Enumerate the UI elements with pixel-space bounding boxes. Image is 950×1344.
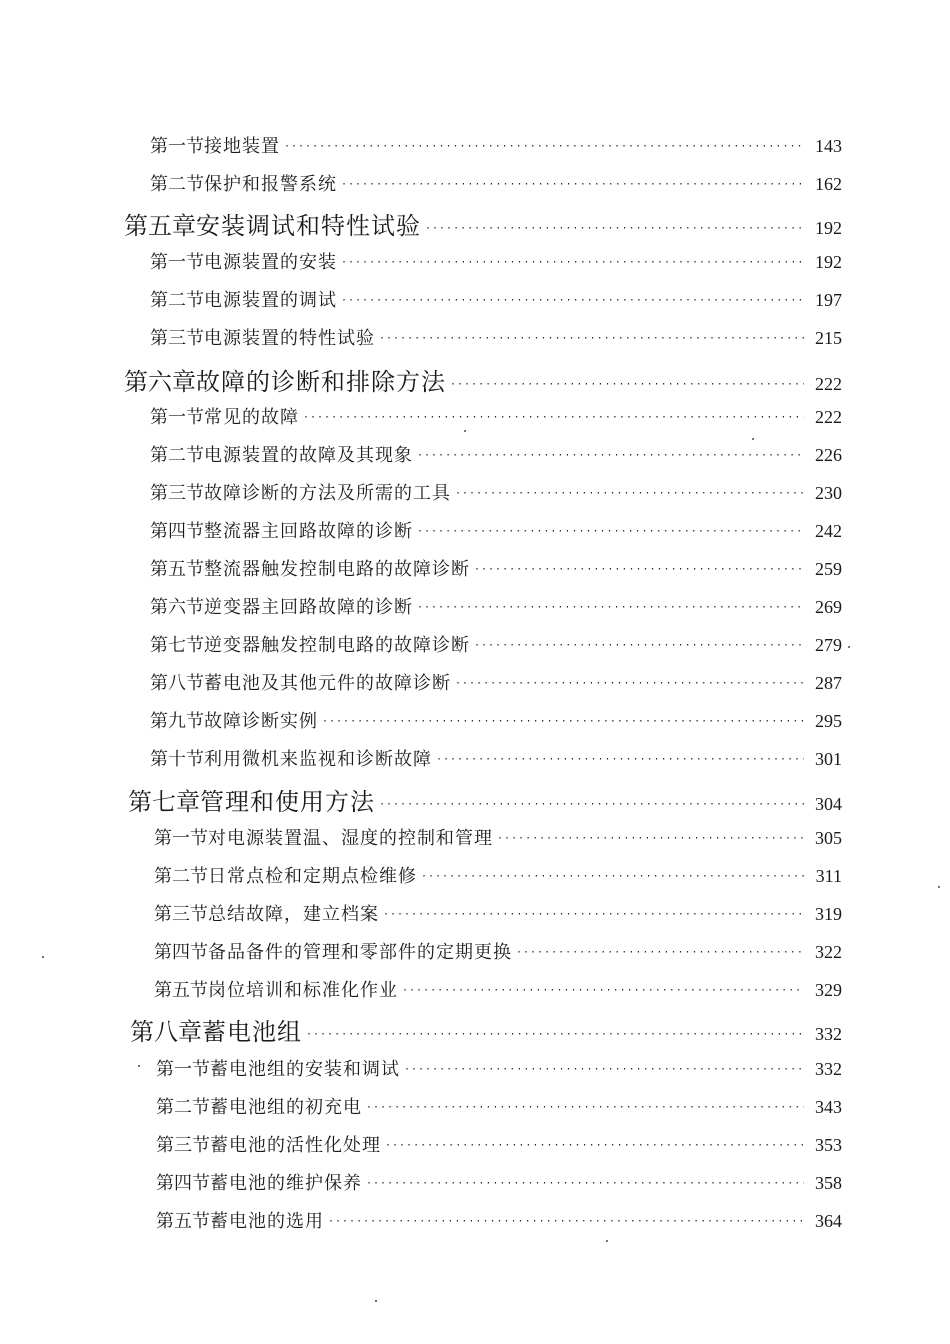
entry-page: 192 bbox=[815, 218, 842, 238]
dot-leader bbox=[417, 602, 804, 613]
entry-page: 197 bbox=[815, 290, 842, 310]
entry-number: 第一节 bbox=[150, 136, 204, 157]
entry-page: 162 bbox=[815, 174, 842, 194]
chapter-title: 安装调试和特性试验 bbox=[196, 212, 421, 240]
dot-leader bbox=[402, 985, 804, 996]
dot-leader bbox=[328, 1216, 804, 1227]
scan-speck bbox=[42, 956, 44, 958]
entry-number: 第六节 bbox=[150, 597, 204, 618]
entry-page: 305 bbox=[815, 828, 842, 848]
dot-leader bbox=[306, 1029, 804, 1040]
entry-title: 日常点检和定期点检维修 bbox=[208, 866, 417, 887]
dot-leader bbox=[404, 1064, 804, 1075]
toc-entry bbox=[150, 669, 842, 695]
entry-page: 322 bbox=[815, 942, 842, 962]
entry-title: 利用微机来监视和诊断故障 bbox=[204, 749, 432, 770]
entry-number: 第四节 bbox=[156, 1173, 210, 1194]
entry-page: 358 bbox=[815, 1173, 842, 1193]
entry-number: 第十节 bbox=[150, 749, 204, 770]
entry-title: 蓄电池的选用 bbox=[210, 1211, 324, 1232]
entry-number: 第一节 bbox=[154, 828, 208, 849]
dot-leader bbox=[341, 179, 804, 190]
toc-entry bbox=[150, 403, 842, 429]
entry-title: 电源装置的安装 bbox=[204, 252, 337, 273]
entry-title: 整流器主回路故障的诊断 bbox=[204, 521, 413, 542]
entry-page: 269 bbox=[815, 597, 842, 617]
scan-speck bbox=[375, 1300, 377, 1302]
entry-number: 第三节 bbox=[154, 904, 208, 925]
dot-leader bbox=[366, 1178, 804, 1189]
dot-leader bbox=[385, 1140, 804, 1151]
dot-leader bbox=[303, 412, 804, 423]
entry-title: 蓄电池的活性化处理 bbox=[210, 1135, 381, 1156]
entry-page: 332 bbox=[815, 1024, 842, 1044]
entry-number: 第四节 bbox=[154, 942, 208, 963]
toc-entry bbox=[154, 938, 842, 964]
toc-entry bbox=[150, 479, 842, 505]
dot-leader bbox=[379, 333, 804, 344]
entry-number: 第一节 bbox=[156, 1059, 210, 1080]
toc-chapter bbox=[128, 782, 842, 817]
dot-leader bbox=[436, 754, 804, 765]
dot-leader bbox=[474, 564, 804, 575]
toc-entry bbox=[154, 862, 842, 888]
chapter-title: 蓄电池组 bbox=[202, 1018, 302, 1046]
toc-entry bbox=[150, 745, 842, 771]
entry-title: 总结故障，建立档案 bbox=[208, 904, 379, 925]
dot-leader bbox=[450, 379, 804, 390]
entry-number: 第一节 bbox=[150, 252, 204, 273]
entry-number: 第一节 bbox=[150, 407, 204, 428]
dot-leader bbox=[322, 716, 804, 727]
dot-leader bbox=[455, 488, 804, 499]
toc-entry bbox=[154, 976, 842, 1002]
entry-number: 第八节 bbox=[150, 673, 204, 694]
entry-page: 304 bbox=[815, 794, 842, 814]
entry-title: 电源装置的故障及其现象 bbox=[204, 445, 413, 466]
dot-leader bbox=[474, 640, 804, 651]
entry-number: 第七节 bbox=[150, 635, 204, 656]
entry-title: 蓄电池及其他元件的故障诊断 bbox=[204, 673, 451, 694]
entry-title: 蓄电池的维护保养 bbox=[210, 1173, 362, 1194]
entry-number: 第三节 bbox=[150, 328, 204, 349]
toc-chapter bbox=[130, 1012, 842, 1047]
entry-number: 第四节 bbox=[150, 521, 204, 542]
dot-leader bbox=[341, 295, 804, 306]
dot-leader bbox=[417, 450, 804, 461]
toc-entry bbox=[150, 324, 842, 350]
entry-page: 332 bbox=[815, 1059, 842, 1079]
entry-title: 保护和报警系统 bbox=[204, 174, 337, 195]
entry-page: 222 bbox=[815, 374, 842, 394]
chapter-number: 第七章 bbox=[128, 788, 200, 816]
dot-leader bbox=[379, 799, 804, 810]
entry-page: 215 bbox=[815, 328, 842, 348]
toc-entry bbox=[150, 170, 842, 196]
entry-number: 第二节 bbox=[150, 290, 204, 311]
toc-entry bbox=[150, 286, 842, 312]
entry-title: 备品备件的管理和零部件的定期更换 bbox=[208, 942, 512, 963]
entry-title: 常见的故障 bbox=[204, 407, 299, 428]
toc-entry bbox=[150, 441, 842, 467]
entry-number: 第二节 bbox=[154, 866, 208, 887]
toc-entry bbox=[156, 1055, 842, 1081]
entry-number: 第五节 bbox=[150, 559, 204, 580]
entry-number: 第二节 bbox=[156, 1097, 210, 1118]
toc-entry bbox=[150, 517, 842, 543]
toc-entry bbox=[150, 631, 842, 657]
entry-number: 第五节 bbox=[156, 1211, 210, 1232]
scan-speck bbox=[138, 1065, 140, 1067]
entry-title: 故障诊断的方法及所需的工具 bbox=[204, 483, 451, 504]
chapter-number: 第八章 bbox=[130, 1018, 202, 1046]
entry-title: 电源装置的调试 bbox=[204, 290, 337, 311]
entry-page: 343 bbox=[815, 1097, 842, 1117]
toc-entry bbox=[156, 1131, 842, 1157]
entry-page: 364 bbox=[815, 1211, 842, 1231]
entry-title: 逆变器触发控制电路的故障诊断 bbox=[204, 635, 470, 656]
entry-page: 143 bbox=[815, 136, 842, 156]
dot-leader bbox=[366, 1102, 804, 1113]
toc-entry bbox=[154, 900, 842, 926]
toc-entry bbox=[150, 707, 842, 733]
entry-page: 353 bbox=[815, 1135, 842, 1155]
toc-entry bbox=[150, 593, 842, 619]
entry-number: 第三节 bbox=[150, 483, 204, 504]
scan-speck bbox=[938, 886, 940, 888]
toc-entry bbox=[156, 1093, 842, 1119]
dot-leader bbox=[425, 223, 804, 234]
entry-page: 192 bbox=[815, 252, 842, 272]
toc-entry bbox=[150, 555, 842, 581]
toc-entry bbox=[150, 248, 842, 274]
entry-title: 接地装置 bbox=[204, 136, 280, 157]
scan-speck bbox=[606, 1240, 608, 1242]
entry-title: 蓄电池组的安装和调试 bbox=[210, 1059, 400, 1080]
entry-page: 295 bbox=[815, 711, 842, 731]
entry-title: 整流器触发控制电路的故障诊断 bbox=[204, 559, 470, 580]
entry-number: 第二节 bbox=[150, 445, 204, 466]
toc-chapter bbox=[124, 362, 842, 397]
entry-number: 第三节 bbox=[156, 1135, 210, 1156]
scan-speck bbox=[848, 646, 850, 648]
dot-leader bbox=[284, 141, 804, 152]
entry-title: 电源装置的特性试验 bbox=[204, 328, 375, 349]
entry-page: 259 bbox=[815, 559, 842, 579]
entry-page: 301 bbox=[815, 749, 842, 769]
entry-page: 230 bbox=[815, 483, 842, 503]
scan-speck bbox=[464, 430, 466, 432]
entry-page: 329 bbox=[815, 980, 842, 1000]
toc-entry bbox=[156, 1169, 842, 1195]
entry-title: 逆变器主回路故障的诊断 bbox=[204, 597, 413, 618]
dot-leader bbox=[417, 526, 804, 537]
entry-title: 蓄电池组的初充电 bbox=[210, 1097, 362, 1118]
toc-chapter bbox=[124, 206, 842, 241]
entry-page: 279 bbox=[815, 635, 842, 655]
dot-leader bbox=[497, 833, 804, 844]
entry-title: 岗位培训和标准化作业 bbox=[208, 980, 398, 1001]
toc-entry bbox=[156, 1207, 842, 1233]
entry-page: 222 bbox=[815, 407, 842, 427]
entry-number: 第二节 bbox=[150, 174, 204, 195]
entry-title: 对电源装置温、湿度的控制和管理 bbox=[208, 828, 493, 849]
dot-leader bbox=[421, 871, 804, 882]
chapter-title: 管理和使用方法 bbox=[200, 788, 375, 816]
dot-leader bbox=[341, 257, 804, 268]
entry-page: 287 bbox=[815, 673, 842, 693]
entry-page: 319 bbox=[815, 904, 842, 924]
entry-title: 故障诊断实例 bbox=[204, 711, 318, 732]
chapter-title: 故障的诊断和排除方法 bbox=[196, 368, 446, 396]
scan-speck bbox=[752, 438, 754, 440]
dot-leader bbox=[455, 678, 804, 689]
entry-number: 第五节 bbox=[154, 980, 208, 1001]
chapter-number: 第五章 bbox=[124, 212, 196, 240]
dot-leader bbox=[516, 947, 804, 958]
toc-entry bbox=[150, 132, 842, 158]
chapter-number: 第六章 bbox=[124, 368, 196, 396]
toc-entry bbox=[154, 824, 842, 850]
entry-page: 242 bbox=[815, 521, 842, 541]
entry-page: 311 bbox=[815, 866, 842, 886]
entry-number: 第九节 bbox=[150, 711, 204, 732]
dot-leader bbox=[383, 909, 804, 920]
entry-page: 226 bbox=[815, 445, 842, 465]
